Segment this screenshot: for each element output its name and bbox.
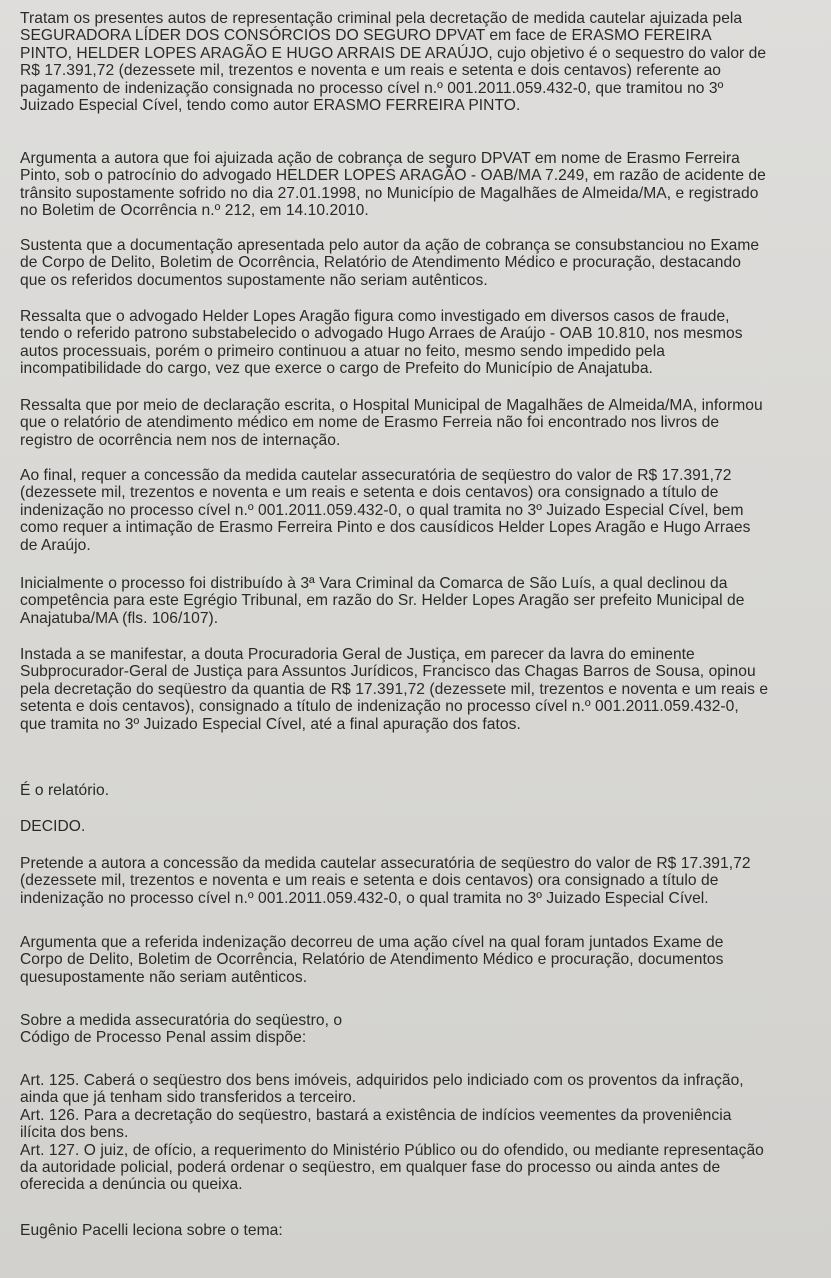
text-line: Subprocurador-Geral de Justiça para Assuntos Jurídicos, Francisco das Chagas Barros de Sousa, opinou: [20, 663, 756, 681]
paragraph-requer: [20, 467, 792, 554]
text-line: Juizado Especial Cível, tendo como autor ERASMO FERREIRA PINTO.: [20, 97, 521, 115]
paragraph-pretende: [20, 855, 792, 907]
paragraph-argumenta-indenizacao: [20, 934, 792, 986]
text-line: Inicialmente o processo foi distribuído à 3ª Vara Criminal da Comarca de São Luís, a qual declinou da: [20, 575, 728, 592]
text-line: tendo o referido patrono substabelecido o advogado Hugo Arraes de Araújo - OAB 10.810, nos mesmos: [20, 325, 743, 343]
text-line: Sustenta que a documentação apresentada pelo autor da ação de cobrança se consubstanciou no Exame: [20, 237, 760, 254]
text-line: de Araújo.: [20, 536, 91, 554]
text-line: Eugênio Pacelli leciona sobre o tema:: [20, 1222, 283, 1239]
text-line: de Corpo de Delito, Boletim de Ocorrência, Relatório de Atendimento Médico e procuração, destacando: [20, 254, 741, 272]
text-line: Pinto, sob o patrocínio do advogado HELDER LOPES ARAGÃO - OAB/MA 7.249, em razão de acidente de: [20, 167, 766, 185]
paragraph-sustenta: [20, 237, 792, 289]
text-line: incompatibilidade do cargo, vez que exerce o cargo de Prefeito do Município de Anajatuba.: [20, 360, 653, 378]
text-line: Sobre a medida assecuratória do seqüestro, o: [20, 1012, 343, 1029]
text-line: que tramita no 3º Juizado Especial Cível, até a final apuração dos fatos.: [20, 715, 521, 733]
text-line: que o relatório de atendimento médico em nome de Erasmo Ferreia não foi encontrado nos livros de: [20, 414, 720, 432]
paragraph-intro: [20, 10, 792, 114]
paragraph-ressalta-hospital: [20, 397, 792, 449]
text-line: ainda que já tenham sido transferidos a terceiro.: [20, 1089, 357, 1107]
paragraph-cpp-intro: [20, 1012, 410, 1047]
paragraph-artigos: [20, 1072, 792, 1194]
text-line: Art. 127. O juiz, de ofício, a requerimento do Ministério Público ou do ofendido, ou mediante representação: [20, 1141, 764, 1159]
text-line: pela decretação do seqüestro da quantia de R$ 17.391,72 (dezessete mil, trezentos e noventa e um reais e: [20, 680, 769, 698]
paragraph-ressalta-advogado: [20, 308, 792, 378]
text-line: que os referidos documentos supostamente não seriam autênticos.: [20, 271, 488, 289]
text-line: Pretende a autora a concessão da medida cautelar assecuratória de seqüestro do valor de R$ 17.391,72: [20, 855, 751, 872]
text-line: oferecida a denúncia ou queixa.: [20, 1176, 243, 1194]
text-line: ilícita dos bens.: [20, 1124, 129, 1142]
paragraph-pacelli: [20, 1222, 792, 1239]
text-line: Ao final, requer a concessão da medida cautelar assecuratória de seqüestro do valor de R$ 17.391,72: [20, 467, 732, 484]
text-line: R$ 17.391,72 (dezessete mil, trezentos e noventa e um reais e setenta e dois centavos) referente ao: [20, 62, 722, 80]
paragraph-relatorio: [20, 782, 792, 799]
text-line: Tratam os presentes autos de representação criminal pela decretação de medida cautelar ajuizada pela: [20, 10, 743, 27]
text-line: Art. 125. Caberá o seqüestro dos bens imóveis, adquiridos pelo indiciado com os proventos da infração,: [20, 1072, 744, 1089]
text-line: trânsito supostamente sofrido no dia 27.01.1998, no Município de Magalhães de Almeida/MA, e registrado: [20, 184, 759, 202]
paragraph-decido: [20, 818, 792, 835]
paragraph-distribuido: [20, 575, 792, 627]
text-line: Código de Processo Penal assim dispõe:: [20, 1029, 307, 1047]
text-line: (dezessete mil, trezentos e noventa e um reais e setenta e dois centavos) ora consignado a título de: [20, 484, 719, 502]
text-line: Corpo de Delito, Boletim de Ocorrência, Relatório de Atendimento Médico e procuração, documentos: [20, 951, 724, 969]
text-line: Ressalta que o advogado Helder Lopes Aragão figura como investigado em diversos casos de fraude,: [20, 308, 730, 325]
paragraph-argumenta: [20, 150, 792, 220]
text-line: Argumenta a autora que foi ajuizada ação de cobrança de seguro DPVAT em nome de Erasmo Ferreira: [20, 150, 740, 167]
text-line: SEGURADORA LÍDER DOS CONSÓRCIOS DO SEGURO DPVAT em face de ERASMO FEREIRA: [20, 27, 712, 45]
text-line: quesupostamente não seriam autênticos.: [20, 968, 308, 986]
text-line: Art. 126. Para a decretação do seqüestro, bastará a existência de indícios veementes da proveniência: [20, 1106, 732, 1124]
text-line: pagamento de indenização consignada no processo cível n.º 001.2011.059.432-0, que tramitou no 3º: [20, 79, 724, 97]
text-line: da autoridade policial, poderá ordenar o seqüestro, em qualquer fase do processo ou ainda antes de: [20, 1159, 721, 1177]
text-line: PINTO, HELDER LOPES ARAGÃO E HUGO ARRAIS DE ARAÚJO, cujo objetivo é o sequestro do valor de: [20, 44, 767, 62]
text-line: indenização no processo cível n.º 001.2011.059.432-0, o qual tramita no 3º Juizado Especial Cível, bem: [20, 501, 744, 519]
text-line: DECIDO.: [20, 818, 86, 835]
text-line: setenta e dois centavos), consignado a título de indenização no processo cível n.º 001.2011.059.432-0,: [20, 698, 739, 716]
text-line: como requer a intimação de Erasmo Ferreira Pinto e dos causídicos Helder Lopes Aragão e Hugo Arraes: [20, 519, 751, 537]
text-line: Ressalta que por meio de declaração escrita, o Hospital Municipal de Magalhães de Almeida/MA, informou: [20, 397, 763, 414]
text-line: autos processuais, porém o primeiro continuou a atuar no feito, mesmo sendo impedido pela: [20, 342, 666, 360]
text-line: Argumenta que a referida indenização decorreu de uma ação cível na qual foram juntados Exame de: [20, 934, 724, 951]
text-line: (dezessete mil, trezentos e noventa e um reais e setenta e dois centavos) ora consignado a título de: [20, 872, 719, 890]
text-line: Anajatuba/MA (fls. 106/107).: [20, 609, 219, 627]
text-line: indenização no processo cível n.º 001.2011.059.432-0, o qual tramita no 3º Juizado Especial Cível.: [20, 889, 709, 907]
text-line: registro de ocorrência nem nos de internação.: [20, 431, 341, 449]
text-line: Instada a se manifestar, a douta Procuradoria Geral de Justiça, em parecer da lavra do eminente: [20, 646, 695, 663]
text-line: competência para este Egrégio Tribunal, em razão do Sr. Helder Lopes Aragão ser prefeito Municipal de: [20, 592, 745, 610]
paragraph-procuradoria: [20, 646, 792, 733]
text-line: no Boletim de Ocorrência n.º 212, em 14.10.2010.: [20, 202, 369, 220]
text-line: É o relatório.: [20, 782, 110, 799]
